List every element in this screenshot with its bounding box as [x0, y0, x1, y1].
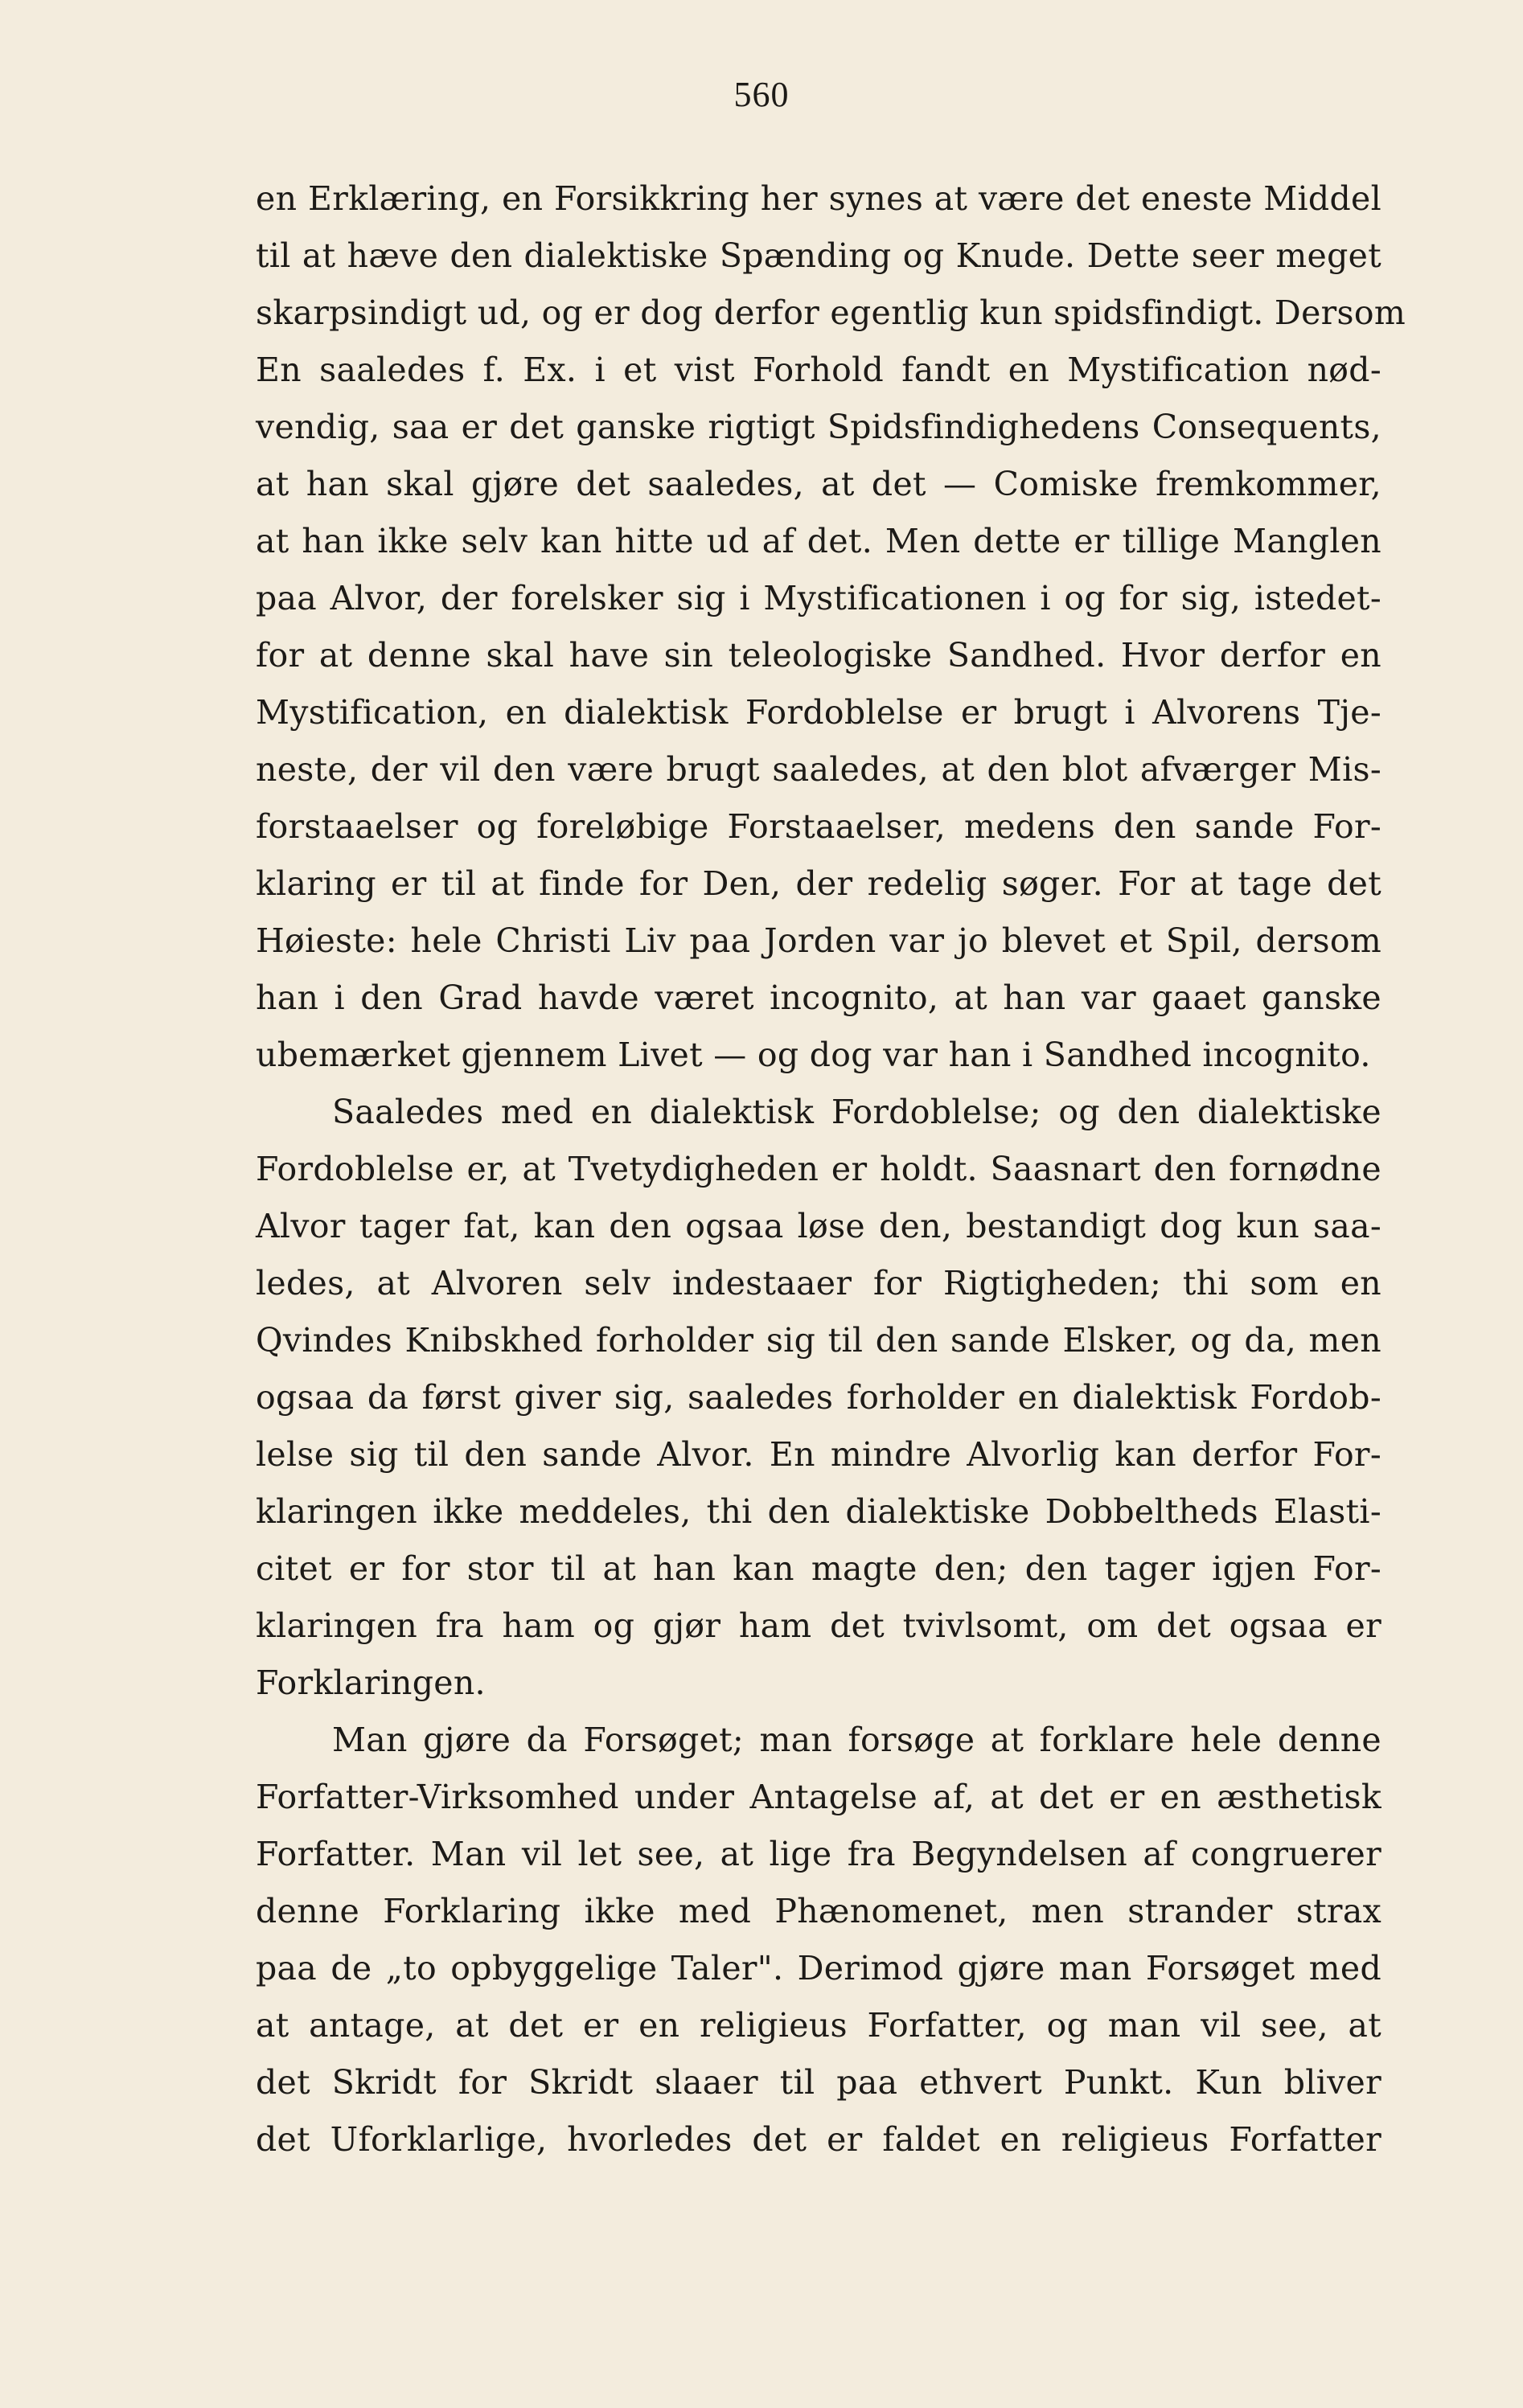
- text-line: Mystification, en dialektisk Fordoblelse er brugt i Alvorens Tje-: [256, 693, 1381, 732]
- text-line: til at hæve den dialektiske Spænding og Knude. Dette seer meget: [256, 236, 1381, 275]
- text-line: at han skal gjøre det saaledes, at det — Comiske fremkommer,: [256, 465, 1381, 503]
- paragraph-1: [256, 170, 1406, 1084]
- text-line: det Uforklarlige, hvorledes det er faldet en religieus Forfatter: [256, 2120, 1381, 2159]
- text-line: han i den Grad havde været incognito, at han var gaaet ganske: [256, 978, 1381, 1017]
- text-line: at han ikke selv kan hitte ud af det. Men dette er tillige Manglen: [256, 522, 1381, 560]
- text-line: denne Forklaring ikke med Phænomenet, men strander strax: [256, 1892, 1381, 1930]
- text-line: Forfatter-Virksomhed under Antagelse af, at det er en æsthetisk: [256, 1778, 1381, 1816]
- text-line: Saaledes med en dialektisk Fordoblelse; og den dialektiske: [332, 1093, 1381, 1131]
- text-line: ubemærket gjennem Livet — og dog var han i Sandhed incognito.: [256, 1036, 1371, 1074]
- text-line: for at denne skal have sin teleologiske Sandhed. Hvor derfor en: [256, 636, 1381, 675]
- paragraph-3: [256, 1712, 1381, 2168]
- text-line: klaringen fra ham og gjør ham det tvivlsomt, om det ogsaa er: [256, 1606, 1381, 1645]
- text-line: Qvindes Knibskhed forholder sig til den sande Elsker, og da, men: [256, 1321, 1381, 1360]
- text-line: En saaledes f. Ex. i et vist Forhold fandt en Mystification nød-: [256, 351, 1381, 389]
- text-line: Høieste: hele Christi Liv paa Jorden var jo blevet et Spil, dersom: [256, 921, 1381, 960]
- paragraph-2: [256, 1084, 1381, 1712]
- text-line: Alvor tager fat, kan den ogsaa løse den, bestandigt dog kun saa-: [256, 1207, 1381, 1245]
- text-line: det Skridt for Skridt slaaer til paa ethvert Punkt. Kun bliver: [256, 2063, 1381, 2102]
- text-line: Fordoblelse er, at Tvetydigheden er holdt. Saasnart den fornødne: [256, 1150, 1381, 1188]
- text-line: ogsaa da først giver sig, saaledes forholder en dialektisk Fordob-: [256, 1378, 1381, 1417]
- text-line: forstaaelser og foreløbige Forstaaelser, medens den sande For-: [256, 807, 1381, 846]
- page-number: 560: [733, 75, 790, 114]
- text-line: skarpsindigt ud, og er dog derfor egentlig kun spidsfindigt. Dersom: [256, 293, 1406, 332]
- text-line: lelse sig til den sande Alvor. En mindre Alvorlig kan derfor For-: [256, 1435, 1381, 1474]
- text-line: Man gjøre da Forsøget; man forsøge at forklare hele denne: [332, 1721, 1381, 1759]
- body-text: [256, 170, 1406, 2168]
- text-line: en Erklæring, en Forsikkring her synes at være det eneste Middel: [256, 179, 1381, 218]
- text-line: klaring er til at finde for Den, der redelig søger. For at tage det: [256, 864, 1381, 903]
- text-line: paa Alvor, der forelsker sig i Mystificationen i og for sig, istedet-: [256, 579, 1381, 617]
- text-line: vendig, saa er det ganske rigtigt Spidsfindighedens Consequents,: [256, 408, 1381, 446]
- text-line: Forklaringen.: [256, 1663, 486, 1702]
- text-line: ledes, at Alvoren selv indestaaer for Rigtigheden; thi som en: [256, 1264, 1381, 1302]
- text-line: citet er for stor til at han kan magte den; den tager igjen For-: [256, 1549, 1381, 1588]
- text-line: Forfatter. Man vil let see, at lige fra Begyndelsen af congruerer: [256, 1835, 1381, 1873]
- text-line: klaringen ikke meddeles, thi den dialektiske Dobbeltheds Elasti-: [256, 1492, 1381, 1531]
- text-line: neste, der vil den være brugt saaledes, at den blot afværger Mis-: [256, 750, 1381, 789]
- text-line: paa de „to opbyggelige Taler". Derimod gjøre man Forsøget med: [256, 1949, 1381, 1988]
- text-line: at antage, at det er en religieus Forfatter, og man vil see, at: [256, 2006, 1381, 2045]
